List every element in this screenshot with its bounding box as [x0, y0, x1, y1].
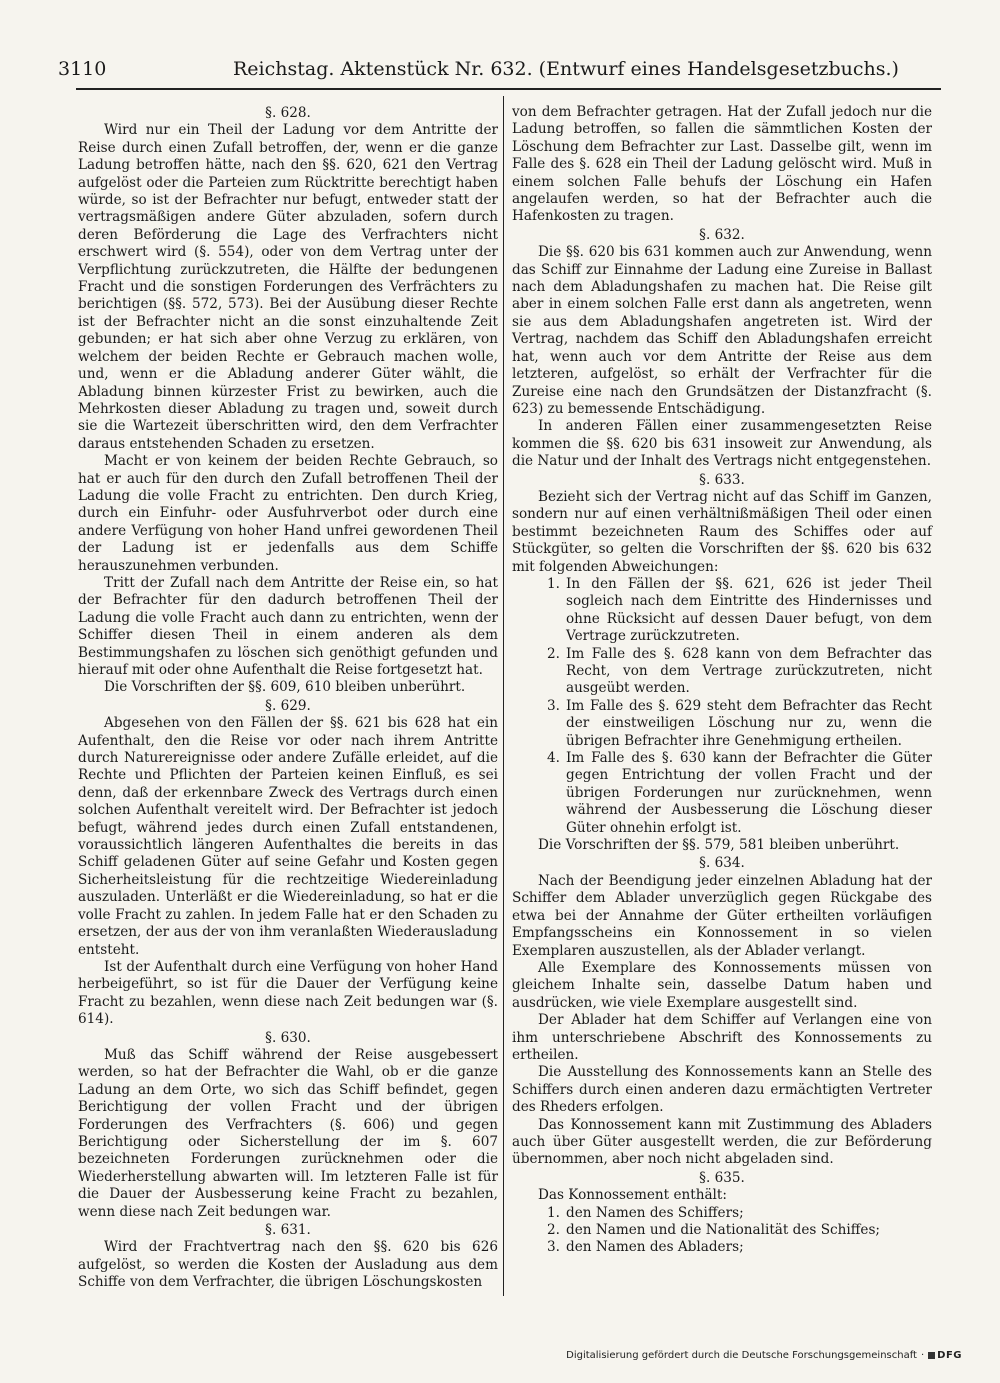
- left-column: [78, 104, 498, 1292]
- separator: ·: [920, 1350, 925, 1361]
- credit-text: Digitalisierung gefördert durch die Deutsche Forschungsgemeinschaft: [566, 1350, 917, 1361]
- list-item: [512, 576, 932, 646]
- list-item: [512, 646, 932, 698]
- list-text: den Namen und die Nationalität des Schiffes;: [566, 1222, 881, 1238]
- list-item: [512, 698, 932, 750]
- numbered-list-633: [512, 576, 932, 837]
- paragraph: Tritt der Zufall nach dem Antritte der Reise ein, so hat der Befrachter für den dadurch betroffenen Theil der Ladung die volle Fracht auch dann zu entrichten, wenn der Schiffer diesen Theil in einem anderen als dem Bestimmungshafen zu löschen sich genöthigt gefunden und hierauf mit oder ohne Aufenthalt die Reise fortgesetzt hat.: [78, 574, 498, 678]
- list-item: [512, 750, 932, 837]
- list-text: Im Falle des §. 630 kann der Befrachter die Güter gegen Entrichtung der vollen Fracht und der übrigen Forderungen nur zurücknehmen, wenn während der Ausbesserung die Löschung dieser Güter ohnehin erfolgt ist.: [566, 750, 932, 836]
- paragraph: Alle Exemplare des Konnossements müssen von gleichem Inhalte sein, dasselbe Datum haben und ausdrücken, wie viele Exemplare ausgestellt sind.: [512, 959, 932, 1011]
- list-number: 1.: [547, 1204, 560, 1221]
- paragraph: Das Konnossement enthält:: [538, 1187, 727, 1204]
- logo-text: DFG: [937, 1350, 962, 1361]
- list-number: 1.: [547, 575, 560, 592]
- paragraph: Nach der Beendigung jeder einzelnen Abladung hat der Schiffer dem Ablader unverzüglich gegen Rückgabe des etwa bei der Annahme der Güter ertheilten vorläufigen Empfangsscheins ein Konnossement in so vielen Exemplaren auszustellen, als der Ablader verlangt.: [512, 872, 932, 959]
- section-heading-635: §. 635.: [699, 1169, 745, 1186]
- paragraph: Ist der Aufenthalt durch eine Verfügung von hoher Hand herbeigeführt, so ist für die Dauer der Verfügung keine Fracht zu bezahlen, wenn diese nach Zeit bedungen war (§. 614).: [78, 958, 498, 1028]
- column-divider: [503, 96, 504, 1296]
- list-item: [512, 1239, 932, 1256]
- right-column: [512, 104, 932, 1257]
- paragraph: Die Ausstellung des Konnossements kann an Stelle des Schiffers durch einen anderen dazu ermächtigten Vertreter des Rheders erfolgen.: [512, 1064, 932, 1116]
- list-number: 3.: [547, 697, 560, 714]
- section-heading-631: §. 631.: [265, 1222, 311, 1238]
- running-title: Reichstag. Aktenstück Nr. 632. (Entwurf eines Handelsgesetzbuchs.): [233, 58, 899, 80]
- paragraph: Die Vorschriften der §§. 609, 610 bleiben unberührt.: [104, 679, 466, 696]
- paragraph: Wird nur ein Theil der Ladung vor dem Antritte der Reise durch einen Zufall betroffen, der, wenn er die ganze Ladung betroffen hätte, nach den §§. 620, 621 den Vertrag aufgelöst oder die Parteien zum Rücktritte berechtigt haben würde, so ist der Befrachter nur befugt, entweder statt der vertragsmäßigen andere Güter abzuladen, sofern durch deren Beförderung die Lage des Verfrachters nicht erschwert wird (§. 554), oder von dem Vertrag unter der Verpflichtung zurückzutreten, die Hälfte der bedungenen Fracht und die sonstigen Forderungen des Verfrächters zu berichtigen (§§. 572, 573). Bei der Ausübung dieser Rechte ist der Befrachter nicht an die sonst einzuhaltende Zeit gebunden; er hat sich aber ohne Verzug zu erklären, von welchem der beiden Rechte er Gebrauch machen wolle, und, wenn er die Abladung anderer Güter wählt, die Abladung binnen kürzester Frist zu bewirken, auch die Mehrkosten dieser Abladung zu tragen und, soweit durch sie die Wartezeit überschritten wird, den dem Verfrachter daraus entstehenden Schaden zu ersetzen.: [78, 122, 498, 452]
- section-heading-634: §. 634.: [699, 855, 745, 872]
- list-text: den Namen des Schiffers;: [566, 1204, 744, 1221]
- page-header: [58, 58, 943, 84]
- list-text: In den Fällen der §§. 621, 626 ist jeder Theil sogleich nach dem Eintritte des Hindernisses und ohne Rücksicht auf dessen Dauer befugt, von dem Vertrage zurückzutreten.: [566, 575, 932, 645]
- section-heading-629: §. 629.: [265, 697, 311, 714]
- list-number: 3.: [547, 1239, 560, 1256]
- paragraph: Das Konnossement kann mit Zustimmung des Abladers auch über Güter ausgestellt werden, die zur Beförderung übernommen, aber noch nicht abgeladen sind.: [512, 1116, 932, 1168]
- digitization-credit: [566, 1350, 962, 1361]
- list-number: 2.: [547, 1222, 560, 1238]
- paragraph: Bezieht sich der Vertrag nicht auf das Schiff im Ganzen, sondern nur auf einen verhältnißmäßigen Theil oder einen bestimmt bezeichneten Raum des Schiffes oder auf Stückgüter, so gelten die Vorschriften der §§. 620 bis 632 mit folgenden Abweichungen:: [512, 488, 932, 575]
- paragraph-continued: von dem Befrachter getragen. Hat der Zufall jedoch nur die Ladung betroffen, so fallen die sämmtlichen Kosten der Löschung dem Befrachter zur Last. Dasselbe gilt, wenn im Falle des §. 628 ein Theil der Ladung gelöscht wird. Muß in einem solchen Falle behufs der Löschung ein Hafen angelaufen werden, so hat der Befrachter auch die Hafenkosten zu tragen.: [512, 104, 932, 225]
- list-text: Im Falle des §. 628 kann von dem Befrachter das Recht, von dem Vertrage zurückzutreten, nicht ausgeübt werden.: [566, 645, 932, 697]
- page-number: 3110: [58, 58, 107, 80]
- header-rule: [76, 88, 941, 90]
- section-heading-632: §. 632.: [699, 226, 745, 243]
- paragraph: Die §§. 620 bis 631 kommen auch zur Anwendung, wenn das Schiff zur Einnahme der Ladung eine Zureise in Ballast nach dem Abladungshafen zu machen hat. Die Reise gilt aber in einem solchen Falle erst dann als angetreten, wenn sie aus dem Abladungshafen angetreten ist. Wird der Vertrag, nachdem das Schiff den Abladungshafen erreicht hat, wenn auch vor dem Antritte der Reise aus dem letzteren, aufgelöst, so erhält der Verfrachter für die Zureise eine nach den Grundsätzen der Distanzfracht (§. 623) zu bemessende Entschädigung.: [512, 244, 932, 417]
- paragraph: Die Vorschriften der §§. 579, 581 bleiben unberührt.: [538, 837, 900, 854]
- paragraph: In anderen Fällen einer zusammengesetzten Reise kommen die §§. 620 bis 631 insoweit zur Anwendung, als die Natur und der Inhalt des Vertrags nicht entgegenstehen.: [512, 418, 932, 470]
- list-number: 4.: [547, 750, 560, 767]
- dfg-logo-icon: [928, 1350, 962, 1361]
- list-item: [512, 1222, 932, 1239]
- list-number: 2.: [547, 645, 560, 662]
- section-heading-630: §. 630.: [265, 1029, 311, 1046]
- paragraph: Der Ablader hat dem Schiffer auf Verlangen eine von ihm unterschriebene Abschrift des Konnossements zu ertheilen.: [512, 1012, 932, 1063]
- list-text: Im Falle des §. 629 steht dem Befrachter das Recht der einstweiligen Löschung nur zu, wenn die übrigen Befrachter ihre Genehmigung ertheilen.: [566, 697, 932, 749]
- paragraph: Macht er von keinem der beiden Rechte Gebrauch, so hat er auch für den durch den Zufall betroffenen Theil der Ladung die volle Fracht zu entrichten. Den durch Krieg, durch ein Einfuhr- oder Ausfuhrverbot oder durch eine andere Verfügung von hoher Hand unfrei gewordenen Theil der Ladung ist er jedenfalls aus dem Schiffe herauszunehmen verbunden.: [78, 453, 498, 574]
- section-heading-628: §. 628.: [265, 105, 311, 121]
- logo-square: [928, 1352, 935, 1359]
- paragraph: Muß das Schiff während der Reise ausgebessert werden, so hat der Befrachter die Wahl, ob er die ganze Ladung an dem Orte, wo sich das Schiff befindet, gegen Berichtigung der vollen Fracht und der übrigen Forderungen des Verfrachters (§. 606) und gegen Berichtigung oder Sicherstellung der im §. 607 bezeichneten Forderungen zurücknehmen oder die Wiederherstellung abwarten will. Im letzteren Falle ist für die Dauer der Ausbesserung keine Fracht zu bezahlen, wenn diese nach Zeit bedungen war.: [78, 1046, 498, 1220]
- list-text: den Namen des Abladers;: [566, 1239, 744, 1256]
- paragraph: Abgesehen von den Fällen der §§. 621 bis 628 hat ein Aufenthalt, den die Reise vor oder nach ihrem Antritte durch Naturereignisse oder andere Zufälle erleidet, auf die Rechte und Pflichten der Parteien keinen Einfluß, es sei denn, daß der erkennbare Zweck des Vertrags durch einen solchen Aufenthalt vereitelt wird. Der Befrachter ist jedoch befugt, während jedes durch einen Zufall entstandenen, voraussichtlich längeren Aufenthaltes die bereits in das Schiff geladenen Güter auf seine Gefahr und Kosten gegen Sicherheitsleistung für die rechtzeitige Wiedereinladung auszuladen. Unterläßt er die Wiedereinladung, so hat er die volle Fracht zu zahlen. In jedem Falle hat er den Schaden zu ersetzen, der aus der von ihm veranlaßten Wiederausladung entsteht.: [78, 715, 498, 958]
- paragraph: Wird der Frachtvertrag nach den §§. 620 bis 626 aufgelöst, so werden die Kosten der Ausladung aus dem Schiffe von dem Verfrachter, die übrigen Löschungskosten: [78, 1239, 498, 1291]
- numbered-list-635: [512, 1205, 932, 1257]
- section-heading-633: §. 633.: [699, 471, 745, 488]
- list-item: [512, 1205, 932, 1222]
